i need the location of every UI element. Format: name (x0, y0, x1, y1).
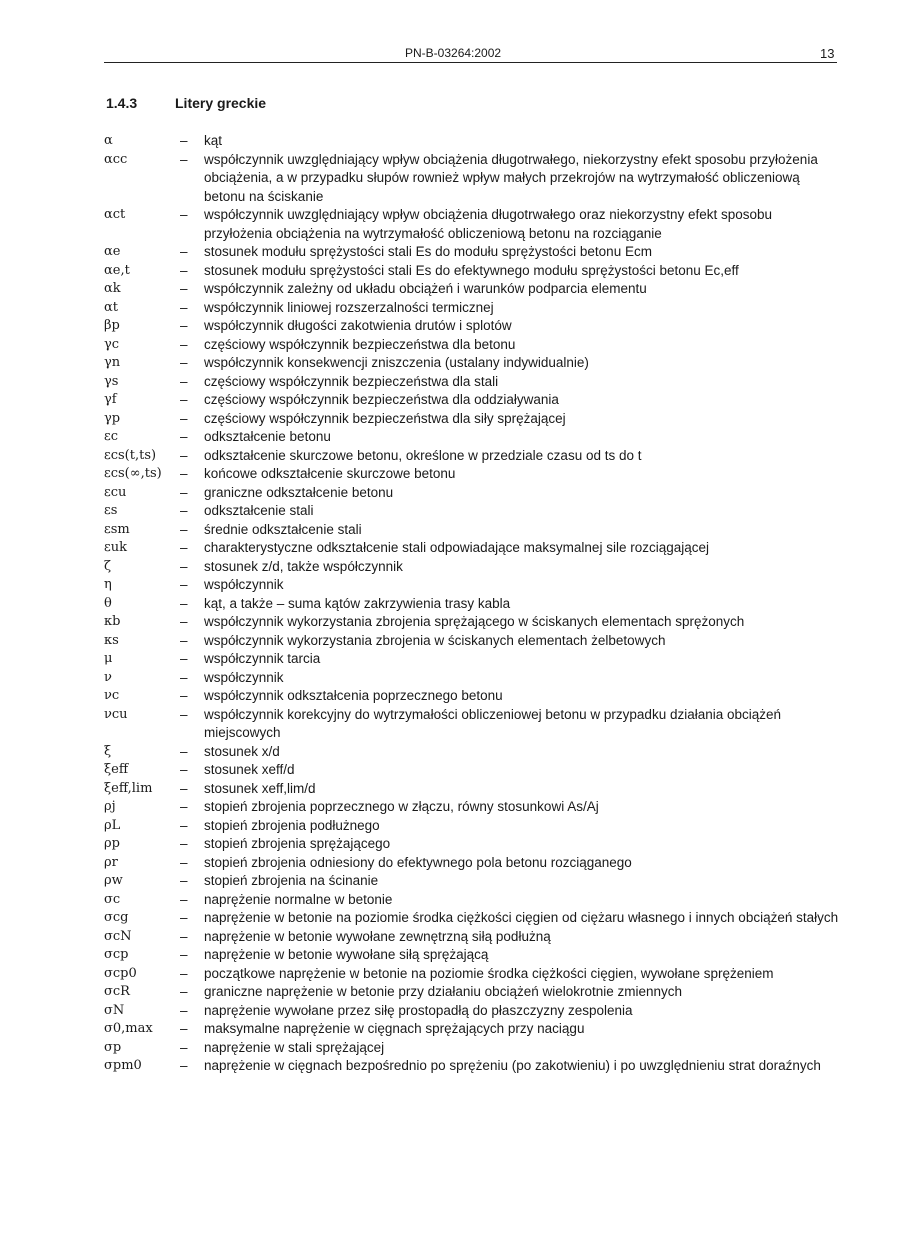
symbol-entry (104, 872, 844, 891)
entry-symbol: ξ (104, 743, 112, 759)
entry-dash: – (180, 762, 188, 777)
entry-description: maksymalne naprężenie w cięgnach sprężających przy naciągu (204, 1021, 585, 1036)
entry-dash: – (180, 632, 188, 648)
symbol-entry (104, 780, 844, 799)
section-title: Litery greckie (175, 95, 267, 111)
entry-symbol: εcu (104, 484, 127, 500)
entry-symbol: σc (104, 891, 121, 907)
entry-description: częściowy współczynnik bezpieczeństwa dla stali (204, 373, 499, 389)
entry-symbol: αe (104, 244, 121, 259)
symbol-entry (104, 280, 844, 299)
entry-description: naprężenie wywołane przez siłę prostopadłą do płaszczyzny zespolenia (204, 1002, 633, 1018)
symbol-entry (104, 354, 844, 373)
entry-symbol: σcg (104, 910, 129, 925)
entry-dash: – (180, 780, 188, 796)
entry-symbol: νc (104, 688, 120, 703)
entry-dash: – (180, 281, 188, 296)
entry-description: naprężenie w betonie na poziomie środka ciężkości cięgien od ciężaru własnego i innych obciążeń stałych (204, 910, 839, 925)
entry-description: częściowy współczynnik bezpieczeństwa dla oddziaływania (204, 392, 559, 407)
entry-symbol: σcN (104, 928, 132, 944)
entry-symbol: αe,t (104, 262, 130, 278)
entry-description: charakterystyczne odkształcenie stali odpowiadające maksymalnej sile rozciągającej (204, 540, 709, 555)
entry-symbol: εcs(t,ts) (104, 447, 157, 463)
entry-description: stosunek xeff/d (204, 762, 295, 777)
entry-symbol: εs (104, 503, 118, 518)
entry-dash: – (180, 429, 188, 444)
entry-dash: – (180, 891, 188, 907)
entry-symbol: ρp (104, 836, 120, 851)
entry-symbol: μ (104, 651, 113, 666)
symbol-entry (104, 983, 844, 1002)
entry-dash: – (180, 373, 188, 389)
entry-dash: – (180, 521, 188, 537)
symbol-entry (104, 410, 844, 429)
symbol-entry (104, 669, 844, 688)
entry-dash: – (180, 910, 188, 925)
symbol-entry (104, 650, 844, 669)
entry-description: naprężenie w cięgnach bezpośrednio po sprężeniu (po zakotwieniu) i po uwzględnieniu strat doraźnych (204, 1058, 821, 1073)
entry-dash: – (180, 558, 188, 574)
entry-dash: – (180, 318, 188, 333)
entry-description: początkowe naprężenie w betonie na poziomie środka ciężkości cięgien, wywołane sprężeniem (204, 965, 774, 981)
entry-description: współczynnik długości zakotwienia drutów i splotów (204, 318, 512, 333)
entry-dash: – (180, 984, 188, 999)
entry-description: stosunek x/d (204, 743, 280, 759)
entry-description: kąt, a także – suma kątów zakrzywienia trasy kabla (204, 595, 511, 611)
entry-symbol: ρr (104, 854, 118, 870)
entry-symbol: βp (104, 318, 120, 333)
symbol-entry (104, 743, 844, 762)
symbol-entry (104, 891, 844, 910)
entry-symbol: γc (104, 336, 120, 352)
entry-dash: – (180, 410, 188, 426)
symbol-entry (104, 558, 844, 577)
symbol-entry (104, 206, 844, 243)
entry-dash: – (180, 928, 188, 944)
entry-description: odkształcenie skurczowe betonu, określone w przedziale czasu od ts do t (204, 447, 642, 463)
header-rule (104, 62, 837, 63)
symbol-entry (104, 132, 844, 151)
entry-description: współczynnik (204, 669, 284, 685)
entry-dash: – (180, 1021, 188, 1036)
entry-dash: – (180, 706, 188, 722)
entry-symbol: αcc (104, 151, 128, 167)
entry-dash: – (180, 447, 188, 463)
symbol-entry (104, 854, 844, 873)
entry-dash: – (180, 965, 188, 981)
entry-symbol: εuk (104, 540, 127, 555)
entry-dash: – (180, 1058, 188, 1073)
symbol-entry (104, 151, 844, 207)
entry-description: stosunek xeff,lim/d (204, 780, 316, 796)
entry-symbol: ζ (104, 558, 112, 574)
entry-symbol: κs (104, 632, 119, 648)
entry-symbol: κb (104, 614, 121, 629)
symbol-entry (104, 317, 844, 336)
entry-symbol: ρj (104, 799, 116, 814)
symbol-entry (104, 1039, 844, 1058)
entry-dash: – (180, 484, 188, 500)
entry-description: naprężenie normalne w betonie (204, 891, 393, 907)
symbol-entry (104, 632, 844, 651)
entry-dash: – (180, 688, 188, 703)
entry-description: współczynnik wykorzystania zbrojenia sprężającego w ściskanych elementach sprężonych (204, 614, 745, 629)
symbol-entry (104, 965, 844, 984)
entry-description: stosunek z/d, także współczynnik (204, 558, 403, 574)
entry-symbol: εc (104, 429, 119, 444)
symbol-entry (104, 243, 844, 262)
entry-description: graniczne naprężenie w betonie przy działaniu obciążeń wielokrotnie zmiennych (204, 984, 683, 999)
entry-description: stopień zbrojenia odniesiony do efektywnego pola betonu rozciąganego (204, 854, 632, 870)
symbol-entry (104, 521, 844, 540)
entry-symbol: σp (104, 1039, 122, 1055)
symbol-entry (104, 835, 844, 854)
entry-description: częściowy współczynnik bezpieczeństwa dla siły sprężającej (204, 410, 566, 426)
entry-dash: – (180, 151, 188, 167)
symbol-entry (104, 946, 844, 965)
entry-description: współczynnik wykorzystania zbrojenia w ściskanych elementach żelbetowych (204, 632, 666, 648)
entry-dash: – (180, 244, 188, 259)
entry-description: współczynnik uwzględniający wpływ obciążenia długotrwałego, niekorzystny efekt sposobu przyłożenia obciążenia, a w przypadku słupów rownież wpływ małych przekrojów na wytrzymałość obliczeniową betonu na ściskanie (204, 151, 818, 204)
entry-dash: – (180, 854, 188, 870)
entry-dash: – (180, 614, 188, 629)
entry-symbol: σpm0 (104, 1058, 142, 1073)
symbol-entry (104, 595, 844, 614)
entry-dash: – (180, 503, 188, 518)
entry-symbol: αk (104, 281, 121, 296)
entry-dash: – (180, 836, 188, 851)
entry-description: stopień zbrojenia na ścinanie (204, 873, 379, 888)
entry-description: współczynnik tarcia (204, 651, 321, 666)
entry-description: stosunek modułu sprężystości stali Es do modułu sprężystości betonu Ecm (204, 244, 652, 259)
symbol-entry (104, 1002, 844, 1021)
symbol-list (104, 132, 844, 1076)
symbol-entry (104, 613, 844, 632)
entry-description: współczynnik (204, 577, 284, 592)
entry-dash: – (180, 1039, 188, 1055)
symbol-entry (104, 706, 844, 743)
entry-dash: – (180, 817, 188, 833)
symbol-entry (104, 909, 844, 928)
entry-dash: – (180, 392, 188, 407)
entry-dash: – (180, 262, 188, 278)
entry-dash: – (180, 669, 188, 685)
entry-dash: – (180, 207, 188, 222)
entry-symbol: α (104, 133, 113, 148)
entry-symbol: ρw (104, 873, 123, 888)
symbol-entry (104, 447, 844, 466)
entry-dash: – (180, 799, 188, 814)
entry-symbol: γp (104, 410, 121, 426)
symbol-entry (104, 1020, 844, 1039)
entry-symbol: νcu (104, 706, 128, 722)
document-id: PN-B-03264:2002 (405, 46, 502, 60)
entry-description: graniczne odkształcenie betonu (204, 484, 394, 500)
entry-description: współczynnik zależny od układu obciążeń i warunków podparcia elementu (204, 281, 647, 296)
entry-dash: – (180, 1002, 188, 1018)
symbol-entry (104, 484, 844, 503)
entry-symbol: ξeff (104, 762, 129, 777)
entry-description: współczynnik konsekwencji zniszczenia (ustalany indywidualnie) (204, 355, 589, 370)
entry-dash: – (180, 743, 188, 759)
entry-symbol: σ0,max (104, 1021, 153, 1036)
symbol-entry (104, 928, 844, 947)
entry-dash: – (180, 651, 188, 666)
entry-description: współczynnik liniowej rozszerzalności termicznej (204, 299, 494, 315)
entry-symbol: η (104, 577, 112, 592)
symbol-entry (104, 336, 844, 355)
section-number: 1.4.3 (106, 95, 138, 111)
entry-dash: – (180, 299, 188, 315)
entry-description: odkształcenie stali (204, 503, 314, 518)
symbol-entry (104, 373, 844, 392)
symbol-entry (104, 1057, 844, 1076)
entry-dash: – (180, 336, 188, 352)
symbol-entry (104, 687, 844, 706)
entry-symbol: σcp0 (104, 965, 137, 981)
symbol-entry (104, 299, 844, 318)
entry-dash: – (180, 540, 188, 555)
entry-dash: – (180, 355, 188, 370)
entry-description: częściowy współczynnik bezpieczeństwa dla betonu (204, 336, 516, 352)
page-number: 13 (820, 46, 835, 61)
entry-description: naprężenie w stali sprężającej (204, 1039, 385, 1055)
entry-dash: – (180, 595, 188, 611)
entry-dash: – (180, 466, 188, 481)
entry-dash: – (180, 873, 188, 888)
entry-description: stopień zbrojenia sprężającego (204, 836, 391, 851)
entry-symbol: ρL (104, 817, 121, 833)
entry-symbol: σN (104, 1002, 125, 1018)
symbol-entry (104, 761, 844, 780)
symbol-entry (104, 502, 844, 521)
entry-symbol: ν (104, 669, 112, 685)
entry-description: współczynnik uwzględniający wpływ obciążenia długotrwałego oraz niekorzystny efekt sposobu przyłożenia obciążenia na wytrzymałość obliczeniową betonu na rozciąganie (204, 207, 773, 241)
symbol-entry (104, 428, 844, 447)
entry-dash: – (180, 133, 188, 148)
entry-symbol: γn (104, 355, 121, 370)
entry-symbol: θ (104, 595, 112, 611)
entry-description: współczynnik korekcyjny do wytrzymałości obliczeniowej betonu w przypadku działania obciążeń miejscowych (204, 706, 782, 740)
entry-symbol: αt (104, 299, 119, 315)
entry-description: stopień zbrojenia podłużnego (204, 817, 380, 833)
entry-symbol: αct (104, 207, 126, 222)
entry-symbol: σcR (104, 984, 130, 999)
symbol-entry (104, 817, 844, 836)
entry-description: naprężenie w betonie wywołane zewnętrzną siłą podłużną (204, 928, 551, 944)
entry-symbol: ξeff,lim (104, 780, 153, 796)
entry-description: kąt (204, 133, 223, 148)
entry-symbol: εcs(∞,ts) (104, 466, 162, 481)
entry-description: końcowe odkształcenie skurczowe betonu (204, 466, 456, 481)
entry-description: średnie odkształcenie stali (204, 521, 362, 537)
entry-description: stopień zbrojenia poprzecznego w złączu, równy stosunkowi As/Aj (204, 799, 599, 814)
entry-description: odkształcenie betonu (204, 429, 331, 444)
entry-dash: – (180, 947, 188, 962)
entry-description: stosunek modułu sprężystości stali Es do efektywnego modułu sprężystości betonu Ec,eff (204, 262, 739, 278)
entry-description: naprężenie w betonie wywołane siłą sprężającą (204, 947, 489, 962)
entry-symbol: γf (104, 392, 117, 407)
symbol-entry (104, 391, 844, 410)
symbol-entry (104, 798, 844, 817)
entry-description: współczynnik odkształcenia poprzecznego betonu (204, 688, 503, 703)
entry-symbol: εsm (104, 521, 130, 537)
symbol-entry (104, 465, 844, 484)
symbol-entry (104, 262, 844, 281)
entry-symbol: γs (104, 373, 119, 389)
symbol-entry (104, 539, 844, 558)
symbol-entry (104, 576, 844, 595)
entry-dash: – (180, 577, 188, 592)
entry-symbol: σcp (104, 947, 129, 962)
